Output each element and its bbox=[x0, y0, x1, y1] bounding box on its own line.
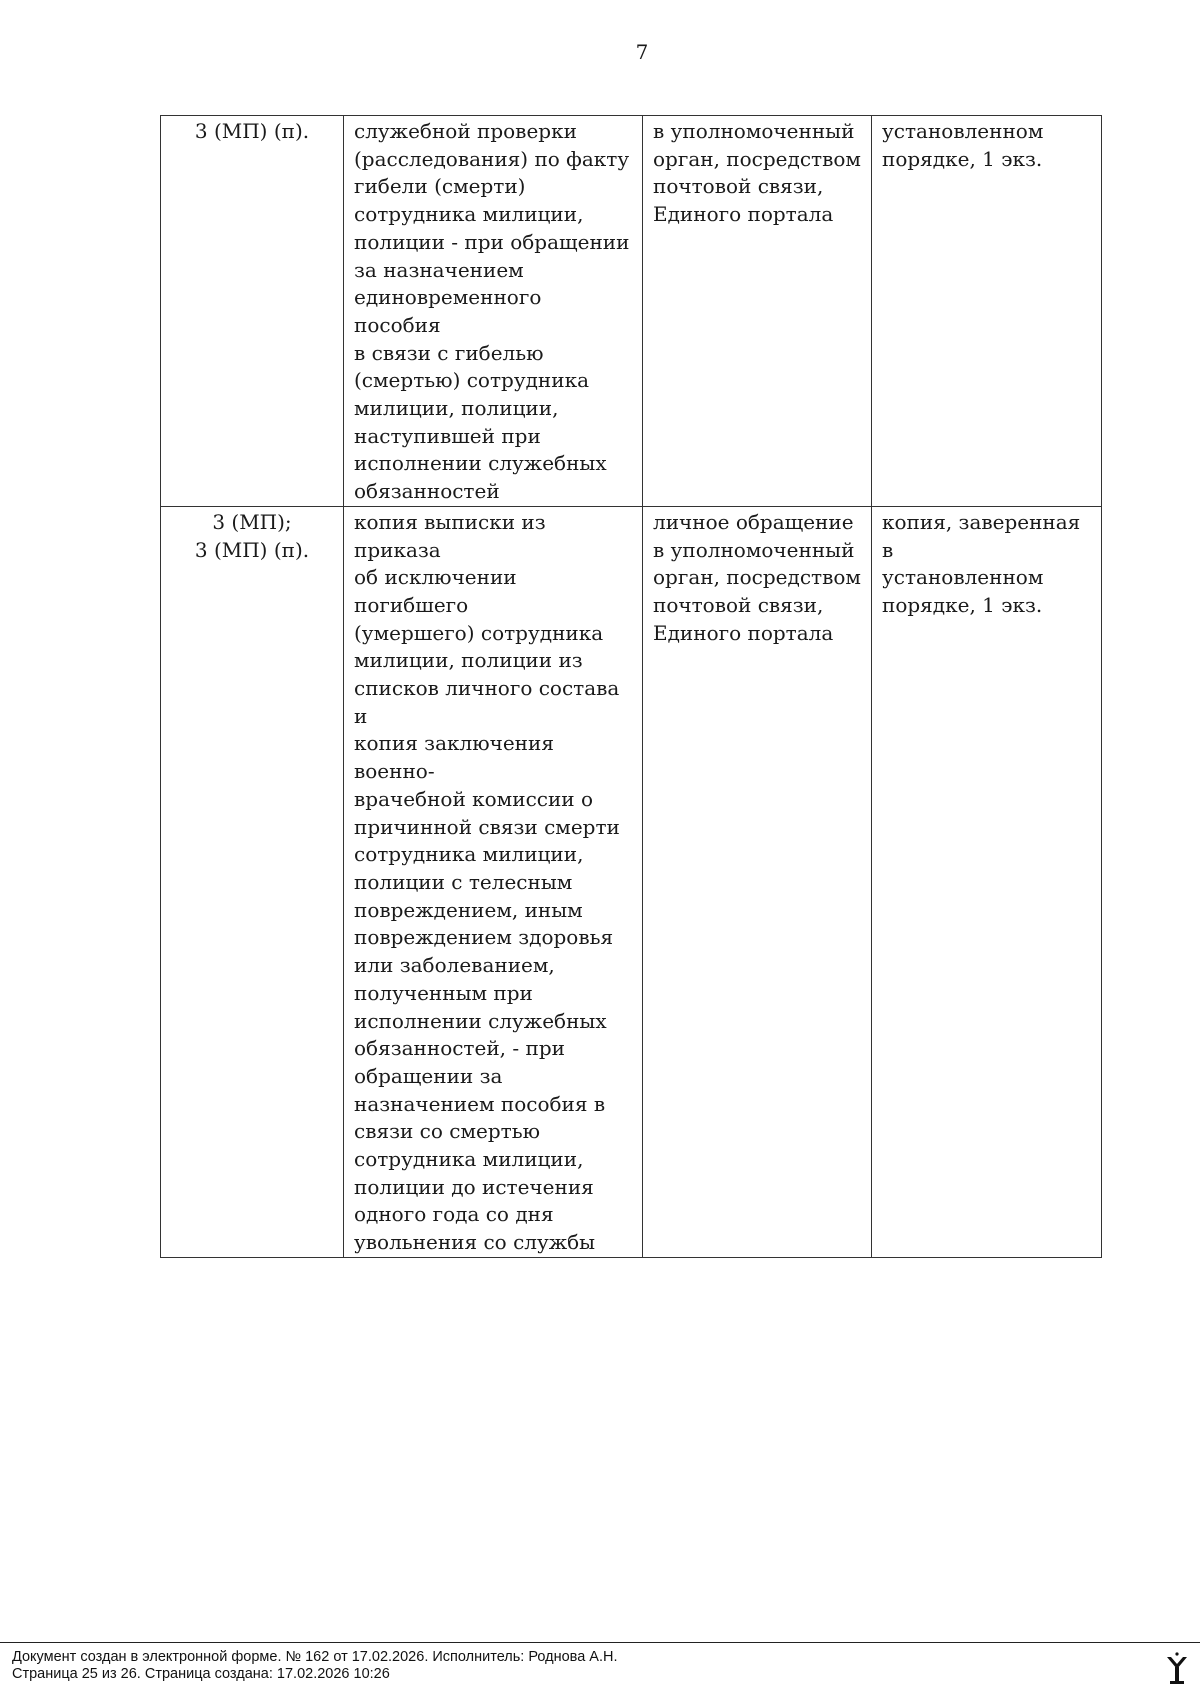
cell-line: (умершего) сотрудника bbox=[354, 620, 604, 645]
cell-line: исполнении служебных bbox=[354, 1008, 607, 1033]
cell-line: орган, посредством bbox=[653, 565, 861, 590]
cell-line: служебной проверки bbox=[354, 119, 577, 143]
cell-line: Единого портала bbox=[653, 620, 834, 645]
cell-line: копия, заверенная в bbox=[882, 509, 1081, 562]
submission-method-cell bbox=[643, 506, 872, 1257]
cell-line: гибели (смерти) bbox=[354, 174, 526, 199]
cell-line: наступившей при bbox=[354, 423, 541, 448]
cell-line: причинной связи смерти bbox=[354, 814, 620, 839]
footer-line-1: Документ создан в электронной форме. № 162 от 17.02.2026. Исполнитель: Роднова А.Н. bbox=[12, 1649, 618, 1665]
cell-line: милиции, полиции, bbox=[354, 396, 559, 421]
cell-line: единовременного пособия bbox=[354, 285, 542, 337]
footer bbox=[0, 1642, 1200, 1682]
cell-line: исполнении служебных bbox=[354, 451, 607, 476]
cell-line: за назначением bbox=[354, 257, 524, 282]
cell-line: копия заключения военно- bbox=[354, 731, 554, 784]
cell-line: полиции с телесным bbox=[354, 869, 573, 894]
cell-line: или заболеванием, bbox=[354, 953, 555, 978]
cell-line: связи со смертью bbox=[354, 1119, 541, 1144]
cell-line: сотрудника милиции, bbox=[354, 1147, 584, 1172]
document-cell bbox=[344, 116, 643, 507]
page-number: 7 bbox=[635, 40, 649, 64]
cell-line: списков личного состава и bbox=[354, 676, 620, 728]
cell-line: сотрудника милиции, bbox=[354, 842, 584, 867]
cell-line: почтовой связи, bbox=[653, 174, 824, 199]
emblem-icon bbox=[1164, 1651, 1190, 1687]
cell-line: установленном bbox=[882, 565, 1044, 590]
cell-line: орган, посредством bbox=[653, 146, 861, 171]
cell-line: личное обращение bbox=[653, 509, 854, 534]
cell-line: обязанностей, - при bbox=[354, 1036, 565, 1061]
cell-line: одного года со дня bbox=[354, 1202, 554, 1227]
cell-line: сотрудника милиции, bbox=[354, 202, 584, 227]
cell-line: копия выписки из приказа bbox=[354, 509, 546, 562]
cell-line: порядке, 1 экз. bbox=[882, 146, 1043, 171]
cell-line: в уполномоченный bbox=[653, 119, 855, 143]
cell-line: (расследования) по факту bbox=[354, 146, 630, 171]
cell-line: повреждением, иным bbox=[354, 897, 583, 922]
footer-text bbox=[12, 1649, 618, 1683]
cell-line: 3 (МП) (п). bbox=[194, 537, 310, 562]
document-table bbox=[160, 115, 1102, 1258]
cell-line: полученным при bbox=[354, 980, 533, 1005]
submission-method-cell bbox=[643, 116, 872, 507]
cell-line: в связи с гибелью bbox=[354, 340, 544, 365]
cell-line: повреждением здоровья bbox=[354, 925, 614, 950]
document-form-cell bbox=[872, 116, 1102, 507]
cell-line: врачебной комиссии о bbox=[354, 786, 594, 811]
cell-line: Единого портала bbox=[653, 202, 834, 227]
cell-line: почтовой связи, bbox=[653, 592, 824, 617]
cell-line: 3 (МП) (п). bbox=[194, 119, 310, 143]
cell-line: порядке, 1 экз. bbox=[882, 592, 1043, 617]
footer-line-2: Страница 25 из 26. Страница создана: 17.02.2026 10:26 bbox=[12, 1666, 390, 1682]
cell-line: назначением пособия в bbox=[354, 1091, 606, 1116]
code-cell bbox=[161, 116, 344, 507]
document-cell bbox=[344, 506, 643, 1257]
cell-line: установленном bbox=[882, 119, 1044, 143]
document-form-cell bbox=[872, 506, 1102, 1257]
cell-line: полиции до истечения bbox=[354, 1174, 594, 1199]
table-row bbox=[161, 116, 1102, 507]
table-row bbox=[161, 506, 1102, 1257]
cell-line: обращении за bbox=[354, 1063, 503, 1088]
cell-line: обязанностей bbox=[354, 479, 500, 504]
cell-line: в уполномоченный bbox=[653, 537, 855, 562]
code-cell bbox=[161, 506, 344, 1257]
cell-line: полиции - при обращении bbox=[354, 229, 630, 254]
table-body bbox=[161, 116, 1102, 1258]
cell-line: милиции, полиции из bbox=[354, 648, 583, 673]
cell-line: (смертью) сотрудника bbox=[354, 368, 589, 393]
cell-line: об исключении погибшего bbox=[354, 565, 517, 617]
cell-line: увольнения со службы bbox=[354, 1230, 596, 1255]
cell-line: 3 (МП); bbox=[212, 509, 292, 534]
